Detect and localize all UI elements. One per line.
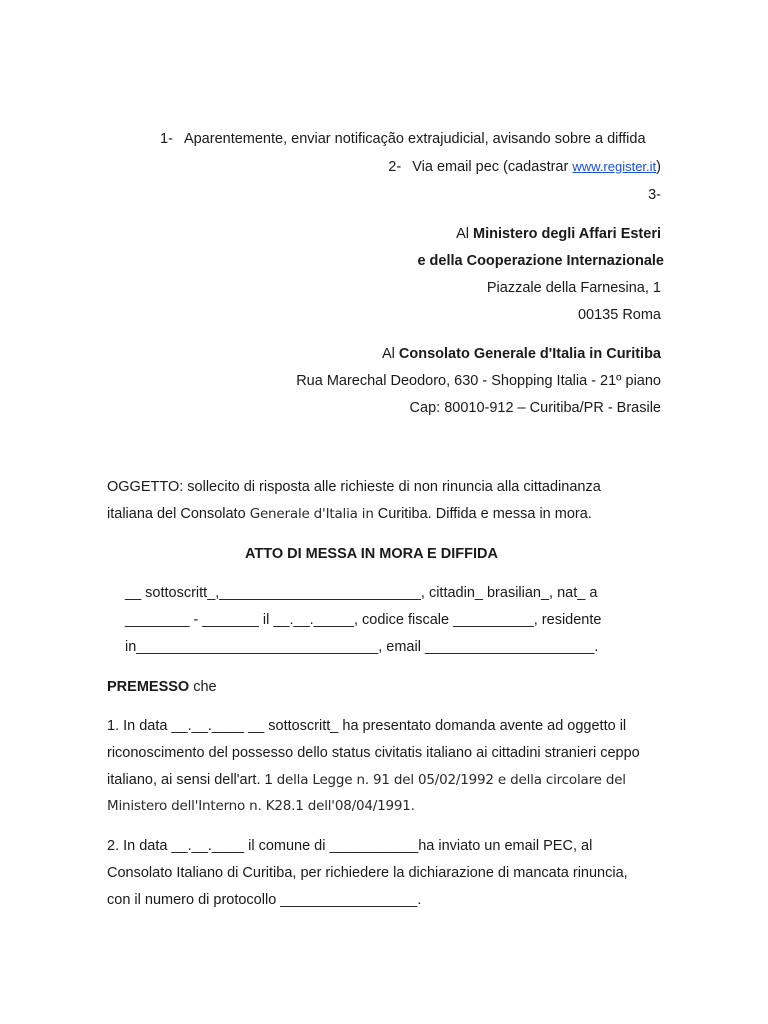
oggetto-consolato: Generale d'Italia in (249, 506, 374, 522)
para1-line2: riconoscimento del possesso dello status civitatis italiano ai cittadini stranieri ceppo (107, 745, 640, 761)
recipient-1-address2: 00135 Roma (577, 307, 661, 323)
recipient-2-address1: Rua Marechal Deodoro, 630 - Shopping Italia - 21º piano (296, 373, 661, 389)
list-item-2 (388, 158, 661, 176)
recipient-prefix: Al (456, 226, 469, 242)
recipient-1-address1: Piazzale della Farnesina, 1 (486, 280, 661, 296)
recipient-1-name-line2: e della Cooperazione Internazionale (417, 253, 664, 269)
fill-in-line1: __ sottoscritt_,_________________________, cittadin_ brasilian_, nat_ a (125, 585, 598, 601)
premesso-label: PREMESSO (107, 679, 190, 695)
para2-line2: Consolato Italiano di Curitiba, per richiedere la dichiarazione di mancata rinuncia, (107, 865, 628, 881)
para1-line4: Ministero dell'Interno n. K28.1 dell'08/04/1991. (107, 798, 415, 814)
recipient-2-name (382, 345, 661, 363)
list-text-end: ) (656, 159, 661, 175)
para2-line1: 2. In data __.__.____ il comune di ___________ha inviato un email PEC, al (107, 838, 593, 854)
list-text: Aparentemente, enviar notificação extrajudicial, avisando sobre a diffida (183, 131, 646, 147)
recipient-2-address2: Cap: 80010-912 – Curitiba/PR - Brasile (409, 400, 661, 416)
oggetto-line2 (107, 505, 592, 523)
fill-in-line3: in______________________________, email _____________________. (125, 639, 599, 655)
register-link[interactable]: www.register.it (572, 159, 657, 174)
list-item-3 (648, 186, 661, 204)
recipient-name-line1: Ministero degli Affari Esteri (473, 226, 661, 242)
list-number: 1- (160, 131, 173, 147)
oggetto-diffida: Diffida e messa in mora. (435, 506, 592, 522)
recipient-prefix: Al (381, 346, 395, 362)
para1-line1: 1. In data __.__.____ __ sottoscritt_ ha presentato domanda avente ad oggetto il (107, 718, 627, 734)
para1-text: italiano, ai sensi dell'art. 1 (107, 772, 277, 788)
list-number: 3- (648, 187, 661, 203)
list-item-1 (160, 130, 646, 148)
list-number: 2- (388, 159, 402, 175)
para1-legge: della Legge n. 91 del 05/02/1992 e della circolare del (276, 772, 626, 788)
oggetto-line1: OGGETTO: sollecito di risposta alle richieste di non rinuncia alla cittadinanza (107, 479, 601, 495)
premesso-suffix: che (189, 679, 217, 695)
para2-line3: con il numero di protocollo _________________. (107, 892, 422, 908)
para1-line3 (107, 771, 626, 789)
recipient-1-name (456, 225, 661, 243)
document-title: ATTO DI MESSA IN MORA E DIFFIDA (245, 546, 498, 562)
fill-in-line2: ________ - _______ il __.__._____, codice fiscale __________, residente (125, 612, 602, 628)
list-text: Via email pec (cadastrar (412, 159, 573, 175)
oggetto-text: italiana del Consolato (107, 506, 250, 522)
recipient-name: Consolato Generale d'Italia in Curitiba (398, 346, 661, 362)
premesso-heading (107, 678, 217, 696)
oggetto-city: Curitiba. (373, 506, 436, 522)
